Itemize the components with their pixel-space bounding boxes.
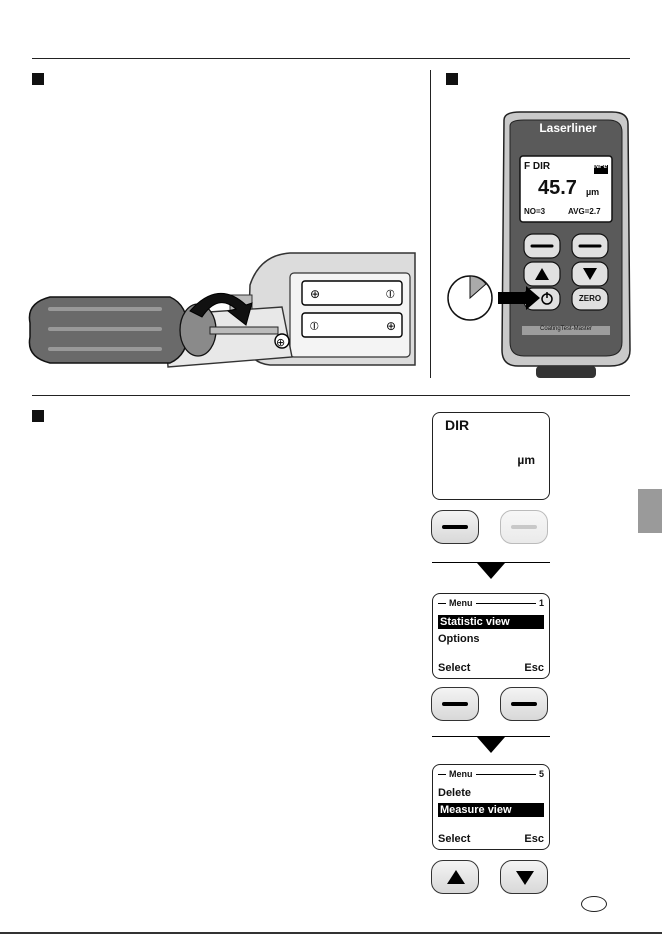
step-arrow-1 (432, 562, 550, 582)
menu-title: Menu (449, 598, 473, 608)
device-model-label: CoatingTest-Master (539, 326, 593, 332)
device-brand: Laserliner (539, 121, 597, 135)
menu-item-statistic-view[interactable]: Statistic view (438, 615, 544, 629)
down-triangle-icon (477, 563, 505, 579)
device-unit: µm (586, 187, 600, 197)
select-label: Select (438, 662, 471, 674)
menu-screen-5 (432, 764, 550, 850)
right-soft-key[interactable] (500, 510, 548, 544)
menu-item-options[interactable]: Options (438, 633, 480, 645)
svg-text:⊕: ⊕ (386, 319, 397, 333)
select-soft-key[interactable] (431, 687, 479, 721)
esc-soft-key[interactable] (500, 687, 548, 721)
select-label: Select (438, 833, 471, 845)
measure-mode: DIR (445, 417, 470, 433)
menu-item-delete[interactable]: Delete (438, 787, 472, 799)
left-soft-key[interactable] (431, 510, 479, 544)
language-tab (638, 489, 662, 533)
device-value: 45.7 (538, 177, 577, 199)
step-marker-1 (32, 73, 44, 85)
header-rule (32, 58, 630, 59)
device-count: NO=3 (524, 207, 546, 216)
device-illustration (440, 110, 640, 382)
menu-title: Menu (449, 769, 473, 779)
language-oval (581, 896, 607, 912)
down-arrow-key[interactable] (500, 860, 548, 894)
svg-text:⦶: ⦶ (310, 319, 319, 333)
device-probe-badge: NFe (594, 163, 608, 170)
section-divider (430, 70, 431, 378)
menu-page: 1 (538, 598, 544, 608)
step-marker-2 (446, 73, 458, 85)
measure-unit: µm (517, 453, 535, 467)
timer-icon (448, 276, 492, 320)
section-rule (32, 395, 630, 396)
esc-label: Esc (524, 662, 544, 674)
zero-key-label: ZERO (578, 294, 602, 303)
svg-text:⊕: ⊕ (310, 287, 321, 301)
step-marker-3 (32, 410, 44, 422)
menu-page: 5 (538, 769, 544, 779)
svg-text:⊕: ⊕ (276, 336, 286, 349)
esc-label: Esc (524, 833, 544, 845)
svg-text:⦶: ⦶ (386, 287, 395, 301)
device-mode: F DIR (524, 161, 551, 172)
footer-rule (0, 932, 662, 934)
menu-screen-1 (432, 593, 550, 679)
step-arrow-2 (432, 736, 550, 756)
down-triangle-icon (477, 737, 505, 753)
up-arrow-key[interactable] (431, 860, 479, 894)
battery-illustration (20, 245, 420, 375)
device-average: AVG=2.7 (568, 207, 601, 216)
menu-item-measure-view[interactable]: Measure view (438, 803, 544, 817)
measure-screen (432, 412, 550, 500)
